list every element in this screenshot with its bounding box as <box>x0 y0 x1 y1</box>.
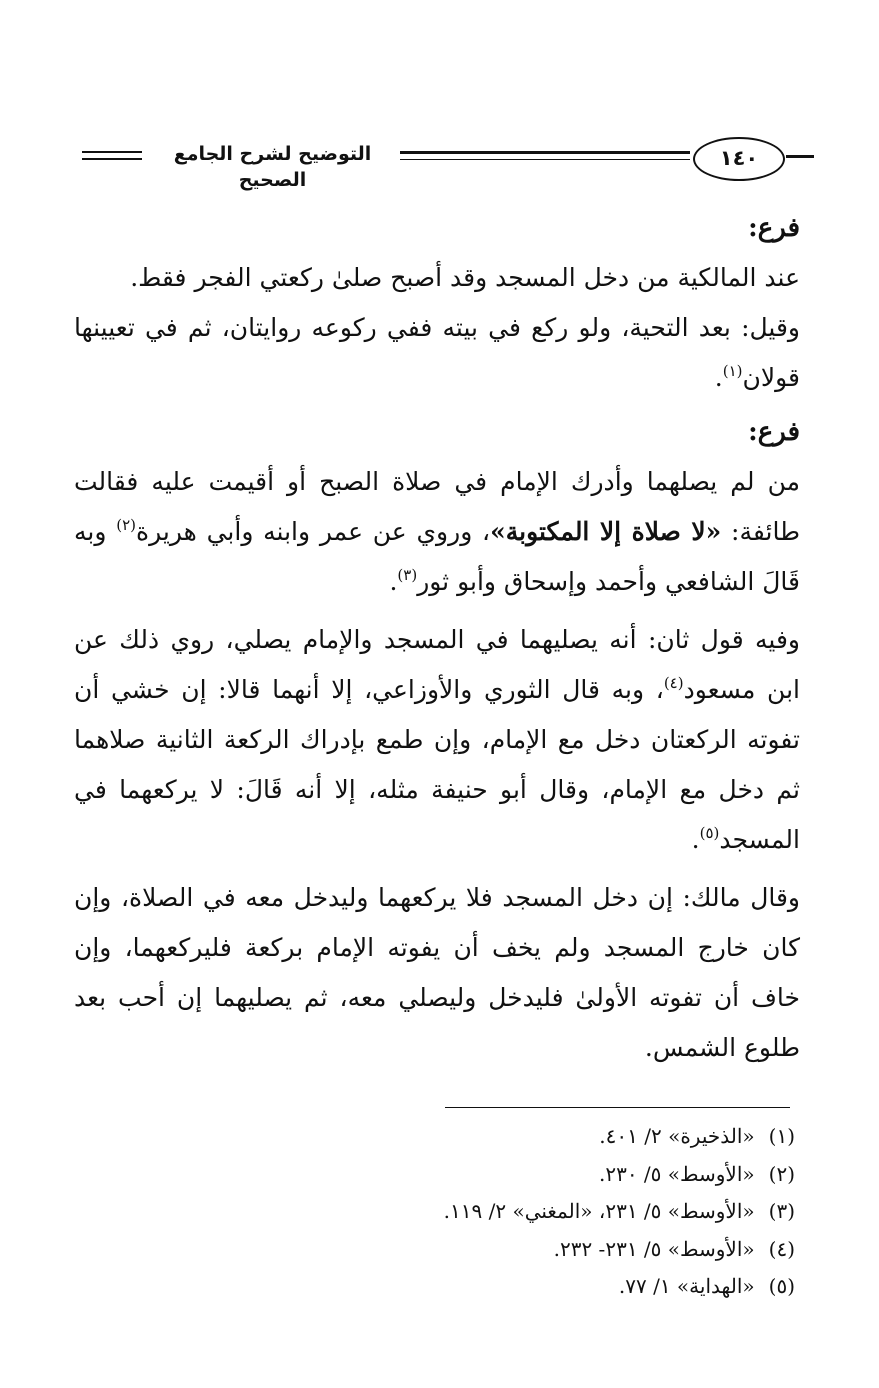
footnote-text: «الأوسط» ٥/ ٢٣١، «المغني» ٢/ ١١٩. <box>443 1199 755 1223</box>
footnote-text: «الأوسط» ٥/ ٢٣٠. <box>598 1161 755 1186</box>
footnote <box>300 1268 795 1306</box>
footnote-text: «الذخيرة» ٢/ ٤٠١. <box>599 1124 755 1148</box>
footnote-ref: (٣) <box>397 566 418 584</box>
section-heading: فرع: <box>748 417 800 447</box>
footnote <box>300 1231 795 1269</box>
punctuation: . <box>714 363 723 392</box>
footnotes <box>300 1118 795 1306</box>
page-number: ١٤٠ <box>693 137 785 181</box>
paragraph-text: وبه قَالَ الشافعي وأحمد وإسحاق وأبو ثور <box>74 517 800 596</box>
paragraph-text: من لم يصلهما وأدرك الإمام في صلاة الصبح أو أقيمت عليه فقالت طائفة: <box>74 467 800 546</box>
paragraph <box>74 303 800 403</box>
section-heading: فرع: <box>748 213 800 243</box>
footnote <box>300 1156 795 1194</box>
footnote-ref: (٥) <box>699 824 720 842</box>
paragraph <box>74 253 800 303</box>
paragraph <box>74 873 800 1073</box>
header-ornament-left <box>82 151 142 165</box>
footnote-separator <box>445 1107 790 1108</box>
footnote-number: (٥) <box>768 1274 795 1298</box>
paragraph-text: وقيل: بعد التحية، ولو ركع في بيته ففي ركوعه روايتان، ثم في تعيينها قولان <box>74 313 800 392</box>
footnote <box>300 1118 795 1156</box>
footnote-number: (٤) <box>768 1236 795 1261</box>
paragraph-text: عند المالكية من دخل المسجد وقد أصبح صلىٰ ركعتي الفجر فقط. <box>130 263 800 292</box>
hadith-quote: «لا صلاة إلا المكتوبة» <box>490 517 722 546</box>
footnote-number: (٣) <box>768 1199 795 1223</box>
footnote-number: (١) <box>768 1124 795 1148</box>
punctuation: . <box>691 825 700 854</box>
footnote-ref: (١) <box>722 362 743 380</box>
paragraph-text: ، وروي عن عمر وابنه وأبي هريرة <box>135 517 491 546</box>
paragraph-text: وفيه قول ثان: أنه يصليهما في المسجد والإمام يصلي، روي ذلك عن ابن مسعود <box>74 625 800 704</box>
footnote-text: «الأوسط» ٥/ ٢٣١- ٢٣٢. <box>553 1236 755 1261</box>
paragraph <box>74 457 800 607</box>
running-title: التوضيح لشرح الجامع الصحيح <box>173 143 372 191</box>
header-ornament-right <box>786 155 814 158</box>
paragraph-text: ، وبه قال الثوري والأوزاعي، إلا أنهما قالا: إن خشي أن تفوته الركعتان دخل مع الإمام، وإن طمع بإدراك الركعة الثانية صلاهما ثم دخل مع الإمام، وقال أبو حنيفة مثله، إلا أنه قَالَ: لا يركعهما في المسجد <box>74 675 800 854</box>
paragraph-text: وقال مالك: إن دخل المسجد فلا يركعهما وليدخل معه في الصلاة، وإن كان خارج المسجد ولم يخف أن يفوته الإمام بركعة فليركعهما، وإن خاف أن تفوته الأولىٰ فليدخل وليصلي معه، ثم يصليهما إن أحب بعد طلوع الشمس. <box>74 883 800 1062</box>
punctuation: . <box>389 567 398 596</box>
header-rule <box>400 151 690 165</box>
footnote-ref: (٢) <box>116 516 136 534</box>
footnote-ref: (٤) <box>663 674 684 692</box>
footnote <box>300 1193 795 1231</box>
main-text <box>74 203 800 1073</box>
running-header <box>70 133 815 189</box>
paragraph <box>74 615 800 865</box>
footnote-number: (٢) <box>768 1161 795 1186</box>
footnote-text: «الهداية» ١/ ٧٧. <box>618 1274 755 1298</box>
